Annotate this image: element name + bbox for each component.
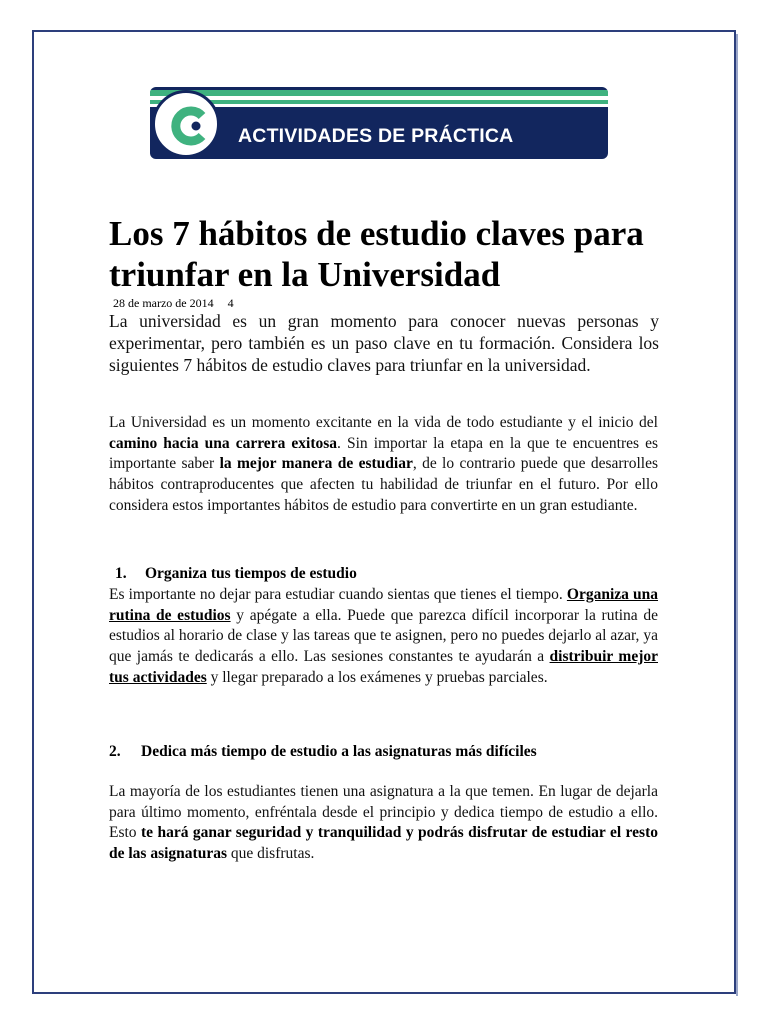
intro-text: , de lo contrario puede que desarrolles hábitos contraproducentes que afecten tu habilidad de triunfar en el futuro. Por ello considera estos importantes hábitos de estudio para convertirte en un gran estudiante. [109, 455, 658, 514]
practice-banner [150, 87, 608, 159]
article-meta [113, 296, 234, 311]
section-1-paragraph [109, 585, 658, 689]
banner-title: ACTIVIDADES DE PRÁCTICA [238, 125, 514, 147]
section-heading-2 [109, 743, 537, 761]
section-number: 1. [115, 565, 127, 582]
intro-highlight: camino hacia una carrera exitosa [109, 434, 338, 452]
section-heading-text: Organiza tus tiempos de estudio [145, 565, 357, 582]
c-logo-icon [169, 106, 209, 146]
section-highlight-link: Organiza una rutina de estudios [109, 586, 659, 624]
section-text: que disfrutas. [227, 845, 315, 863]
article-lead: La universidad es un gran momento para conocer nuevas personas y experimentar, pero también es un paso clave en tu formación. Considera los siguientes 7 hábitos de estudio claves para triunfar en la universidad. [109, 311, 659, 375]
banner-stripe [150, 104, 608, 107]
intro-text: La Universidad es un momento excitante en la vida de todo estudiante y el inicio del [109, 414, 658, 431]
section-highlight: te hará ganar seguridad y tranquilidad y podrás disfrutar de estudiar el resto de las asignaturas [109, 824, 658, 863]
section-heading-text: Dedica más tiempo de estudio a las asignaturas más difíciles [141, 743, 537, 760]
comment-count: 4 [227, 296, 234, 310]
section-text: La mayoría de los estudiantes tienen una asignatura a la que temen. En lugar de dejarla para último momento, enfréntala desde el principio y dedica tiempo de estudio a ello. Esto [109, 783, 658, 842]
intro-highlight: la mejor manera de estudiar [219, 455, 413, 473]
intro-paragraph [109, 413, 658, 517]
logo-badge [152, 90, 220, 158]
section-heading-1 [115, 565, 357, 583]
section-text: y llegar preparado a los exámenes y pruebas parciales. [206, 668, 548, 686]
section-text: y apégate a ella. Puede que parezca difícil incorporar la rutina de estudios al horario de clase y las tareas que te asignen, pero no puedes dejarlo al azar, ya que jamás te dedicarás a ello. Las sesiones constantes te ayudarán a [109, 606, 658, 666]
section-text: Es importante no dejar para estudiar cuando sientas que tienes el tiempo. [109, 586, 567, 603]
section-highlight-link: distribuir mejor tus actividades [109, 648, 658, 686]
section-number: 2. [109, 743, 121, 760]
intro-text: . Sin importar la etapa en la que te encuentres es importante saber [109, 434, 658, 473]
article-title: Los 7 hábitos de estudio claves para triunfar en la Universidad [109, 214, 644, 294]
section-2-paragraph [109, 782, 658, 865]
article-date: 28 de marzo de 2014 [113, 296, 214, 310]
